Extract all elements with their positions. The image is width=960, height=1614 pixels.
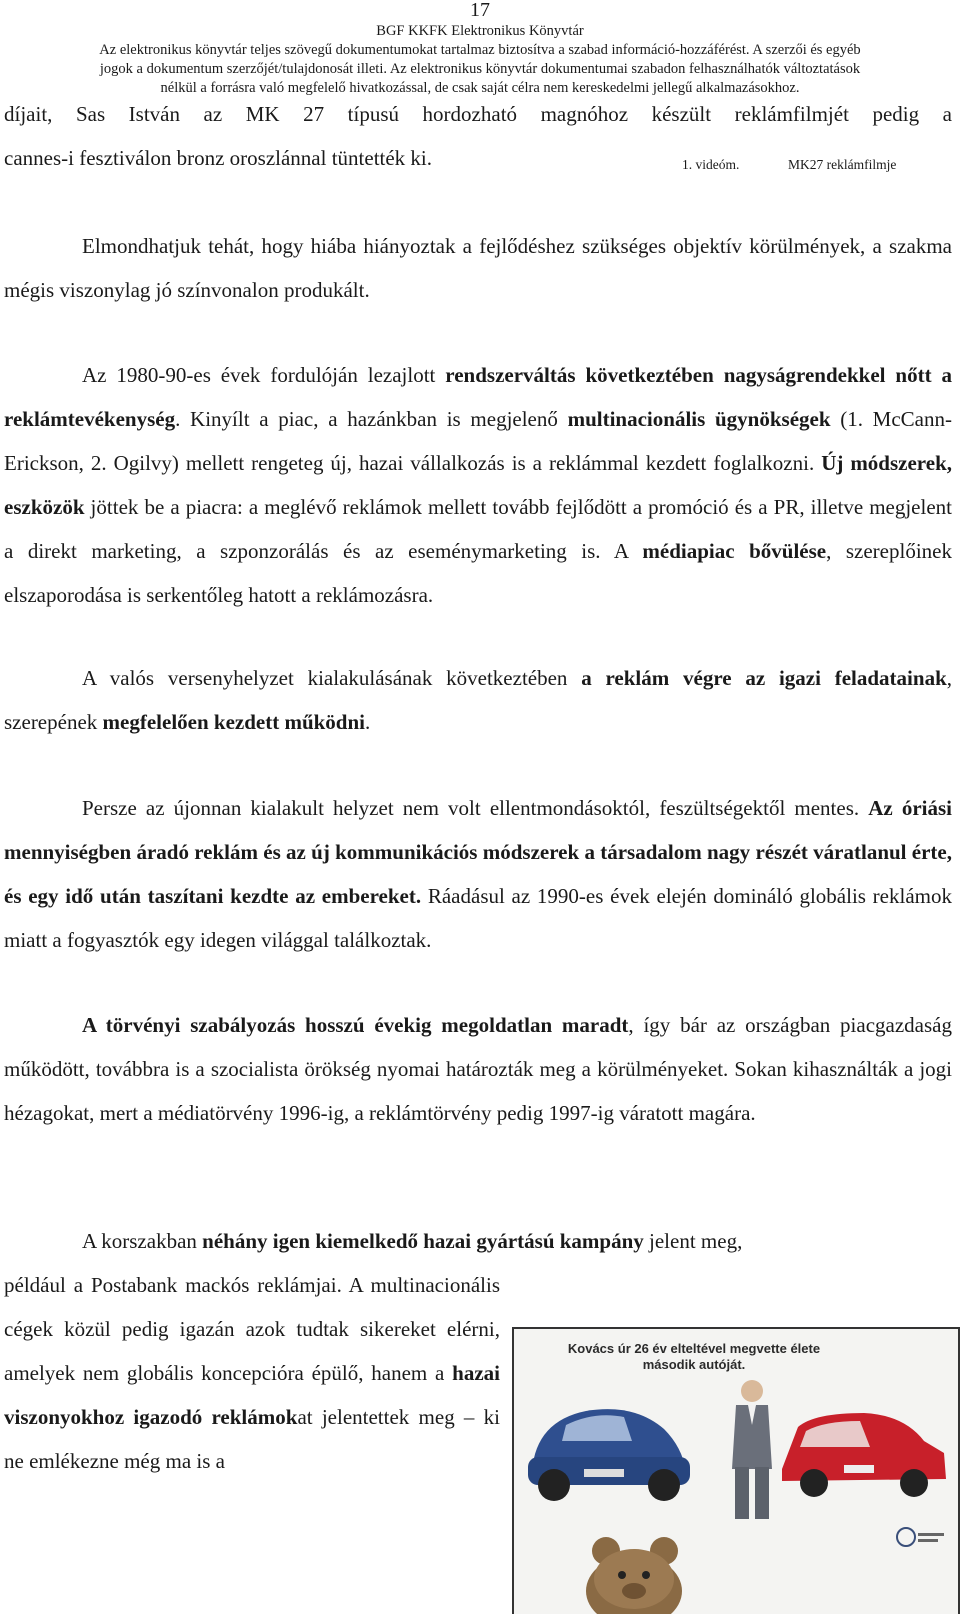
bold-text-run: Az óriási mennyiségben áradó reklám és az új kommunikációs módszerek a társadalom nagy részét váratlanul érte, és egy idő után taszítani kezdte az embereket. bbox=[4, 796, 952, 908]
text-run: jöttek be a piacra: a meglévő reklámok mellett tovább fejlődött a promóció és a PR, illetve megjelent a direkt marketing, a szponzorálás és az eseménymarketing is. A bbox=[4, 495, 952, 563]
margin-note: 1. videóm. bbox=[682, 157, 740, 172]
text-run: jelent meg, bbox=[643, 1229, 743, 1253]
red-car-icon bbox=[782, 1413, 946, 1497]
text-run: , szerepének bbox=[4, 666, 952, 734]
paragraph bbox=[4, 786, 952, 962]
bold-text-run: a reklám végre az igazi feladatainak bbox=[581, 666, 947, 690]
library-name: BGF KKFK Elektronikus Könyvtár bbox=[376, 23, 584, 39]
page-number: 17 bbox=[470, 0, 490, 21]
text-run: A korszakban bbox=[82, 1229, 203, 1253]
text-run: Ráadásul az 1990-es évek elején domináló globális reklámok miatt a fogyasztók egy idegen világgal találkoztak. bbox=[4, 884, 952, 952]
text-run: A valós versenyhelyzet kialakulásának következtében bbox=[82, 666, 582, 690]
text-run: például a Postabank mackós reklámjai. A multinacionális cégek közül pedig igazán azok tudtak sikereket elérni, amelyek nem globális koncepcióra épülő, hanem a bbox=[4, 1273, 500, 1385]
bold-text-run: hazai viszonyokhoz igazodó reklámok bbox=[4, 1361, 500, 1429]
text-run: at jelentettek meg – ki ne emlékezne még ma is a bbox=[4, 1405, 501, 1473]
text-run: , így bár az országban piacgazdaság működött, továbbra is a szocialista örökség nyomai határozták meg a körülményeket. Sokan kihasználták a jogi hézagokat, mert a médiatörvény 1996-ig, a reklámtörvény pedig 1997-ig váratott magára. bbox=[4, 1013, 952, 1125]
text-run: . Kinyílt a piac, a hazánkban is megjelenő bbox=[175, 407, 568, 431]
copyright-notice-line: jogok a dokumentum szerzőjét/tulajdonosát illeti. Az elektronikus könyvtár dokumentumai szabadon felhasználhatók változtatások bbox=[99, 61, 861, 77]
paragraph-text: Elmondhatjuk tehát, hogy hiába hiányoztak a fejlődéshez szükséges objektív körülmények, a szakma mégis viszonylag jó színvonalon produkált. bbox=[4, 234, 952, 302]
ad-illustration bbox=[514, 1329, 958, 1614]
paragraph bbox=[4, 1003, 952, 1135]
text-line: díjait, Sas István az MK 27 típusú hordozható magnóhoz készült reklámfilmjét pedig a bbox=[4, 102, 952, 126]
text-run: (1. McCann-Erickson, 2. Ogilvy) mellett rengeteg új, hazai vállalkozás is a reklámmal kezdett foglalkozni. bbox=[4, 407, 952, 475]
bold-text-run: megfelelően kezdett működni bbox=[102, 710, 366, 734]
text-line: cannes-i fesztiválon bronz oroszlánnal tüntették ki. bbox=[4, 146, 433, 170]
bold-text-run: A törvényi szabályozás hosszú évekig megoldatlan maradt bbox=[82, 1013, 629, 1037]
bold-text-run: Új módszerek, eszközök bbox=[4, 451, 952, 519]
advertisement-image bbox=[512, 1327, 960, 1614]
text-run: . bbox=[365, 710, 371, 734]
paragraph bbox=[4, 656, 952, 744]
teddy-bear-icon bbox=[586, 1537, 682, 1614]
bold-text-run: médiapiac bővülése bbox=[642, 539, 827, 563]
copyright-notice-line: nélkül a forrásra való megfelelő hivatkozással, de csak saját célra nem kereskedelmi jellegű alkalmazásokhoz. bbox=[160, 80, 800, 96]
page-header bbox=[0, 0, 960, 98]
paragraph bbox=[4, 1219, 952, 1263]
paragraph-wrapped bbox=[4, 1263, 500, 1483]
bold-text-run: néhány igen kiemelkedő hazai gyártású kampány bbox=[202, 1229, 644, 1253]
margin-note: MK27 reklámfilmje bbox=[788, 157, 897, 172]
bold-text-run: multinacionális ügynökségek bbox=[567, 407, 831, 431]
text-run: , szereplőinek elszaporodása is serkentőleg hatott a reklámozásra. bbox=[4, 539, 952, 607]
text-run: Persze az újonnan kialakult helyzet nem volt ellentmondásoktól, feszültségektől mentes. bbox=[82, 796, 869, 820]
ad-caption-line: második autóját. bbox=[642, 1357, 746, 1372]
paragraph bbox=[4, 353, 952, 617]
brand-logo-icon bbox=[897, 1528, 944, 1546]
bold-text-run: rendszerváltás következtében nagyságrendekkel nőtt a reklámtevékenység bbox=[4, 363, 952, 431]
paragraph bbox=[4, 224, 952, 312]
man-figure-icon bbox=[732, 1380, 772, 1519]
ad-caption-line: Kovács úr 26 év elteltével megvette élete bbox=[567, 1341, 821, 1356]
text-run: Az 1980-90-es évek fordulóján lezajlott bbox=[82, 363, 446, 387]
copyright-notice-line: Az elektronikus könyvtár teljes szövegű dokumentumokat tartalmaz biztosítva a szabad információ-hozzáférést. A szerzői és egyéb bbox=[99, 42, 861, 58]
blue-car-icon bbox=[528, 1409, 690, 1501]
